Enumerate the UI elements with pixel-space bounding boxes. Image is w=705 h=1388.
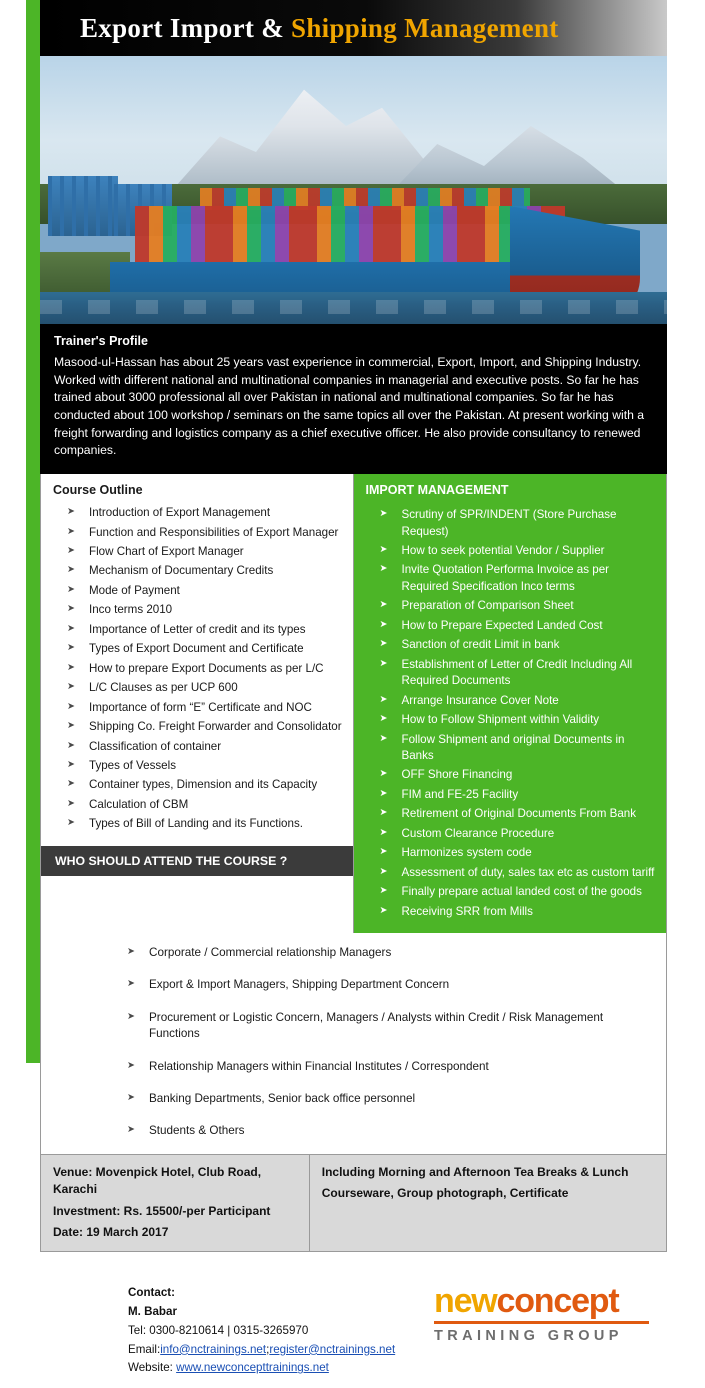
list-item: ➤ Establishment of Letter of Credit Including All Required Documents	[380, 657, 657, 693]
list-item: ➤ Function and Responsibilities of Export Manager	[67, 525, 343, 544]
list-item: ➤ Importance of Letter of credit and its types	[67, 622, 343, 641]
course-outline-heading: Course Outline	[53, 483, 143, 498]
import-management-heading: IMPORT MANAGEMENT	[365, 483, 509, 498]
flyer-content	[40, 0, 667, 1388]
list-item: ➤ Receiving SRR from Mills	[380, 904, 657, 923]
contact-block	[128, 1284, 395, 1378]
course-columns	[40, 474, 667, 933]
course-outline-column	[41, 474, 354, 933]
email-label: Email:	[128, 1342, 161, 1356]
contact-phone: Tel: 0300-8210614 | 0315-3265970	[128, 1323, 309, 1337]
list-item: ➤ Retirement of Original Documents From Bank	[380, 806, 657, 825]
water-reflection	[40, 300, 667, 314]
attendees-list	[41, 941, 666, 1144]
list-item: ➤ FIM and FE-25 Facility	[380, 787, 657, 806]
list-item: ➤ Scrutiny of SPR/INDENT (Store Purchase Request)	[380, 507, 657, 543]
header-banner	[40, 0, 667, 56]
logo-word-new: new	[434, 1282, 497, 1321]
page-title	[80, 13, 559, 44]
venue-left-block	[41, 1155, 310, 1252]
contact-email-row	[128, 1341, 395, 1360]
import-management-column	[354, 474, 667, 933]
port-crane-icon	[48, 176, 118, 236]
list-item: ➤ Export & Import Managers, Shipping Department Concern	[127, 977, 648, 1009]
list-item: ➤ How to Follow Shipment within Validity	[380, 712, 657, 731]
list-item: ➤ Calculation of CBM	[67, 797, 343, 816]
logo-word-concept: concept	[496, 1282, 619, 1321]
import-management-list	[354, 503, 667, 933]
company-logo	[434, 1284, 649, 1344]
inclusions-line: Including Morning and Afternoon Tea Breaks & Lunch	[321, 1164, 629, 1179]
venue-right-block	[310, 1155, 666, 1252]
list-item: ➤ OFF Shore Financing	[380, 767, 657, 786]
who-should-attend-heading: WHO SHOULD ATTEND THE COURSE ?	[41, 846, 353, 876]
attendees-section	[40, 933, 667, 1155]
trainer-profile-heading: Trainer's Profile	[54, 334, 148, 348]
list-item: ➤ Banking Departments, Senior back office personnel	[127, 1091, 648, 1123]
hero-image	[40, 56, 667, 324]
title-part-two: Shipping Management	[291, 12, 559, 43]
trainer-profile-body: Masood-ul-Hassan has about 25 years vast experience in commercial, Export, Import, and Shipping Industry. Worked with different national and multinational companies in managerial and executive posts. So far he has trained about 3000 professional all over Pakistan in national and multinational companies. So far he has conducted about 100 workshop / seminars on the same topics all over the Pakistan. At present working with a freight forwarding and logistics company as a chief executive officer. He also provide consultancy to renewed companies.	[54, 355, 645, 458]
list-item: ➤ Sanction of credit Limit in bank	[380, 637, 657, 656]
website-label: Website:	[128, 1361, 177, 1375]
contact-name: M. Babar	[128, 1305, 177, 1319]
list-item: ➤ Types of Vessels	[67, 758, 343, 777]
list-item: ➤ How to Prepare Expected Landed Cost	[380, 618, 657, 637]
list-item: ➤ Custom Clearance Procedure	[380, 826, 657, 845]
date-line: Date: 19 March 2017	[53, 1224, 169, 1239]
list-item: ➤ Inco terms 2010	[67, 602, 343, 621]
list-item: ➤ Preparation of Comparison Sheet	[380, 598, 657, 617]
list-item: ➤ Shipping Co. Freight Forwarder and Consolidator	[67, 719, 343, 738]
trainer-profile-section	[40, 324, 667, 474]
venue-details-section	[40, 1155, 667, 1253]
investment-line: Investment: Rs. 15500/-per Participant	[53, 1203, 271, 1218]
title-part-one: Export Import &	[80, 12, 284, 43]
container-stack-icon	[135, 206, 565, 268]
list-item: ➤ Assessment of duty, sales tax etc as custom tariff	[380, 865, 657, 884]
logo-divider	[434, 1321, 649, 1324]
left-accent-stripe	[26, 0, 40, 1063]
list-item: ➤ Mode of Payment	[67, 583, 343, 602]
list-item: ➤ Flow Chart of Export Manager	[67, 544, 343, 563]
list-item: ➤ Types of Export Document and Certificate	[67, 641, 343, 660]
list-item: ➤ Follow Shipment and original Documents in Banks	[380, 732, 657, 768]
logo-wordmark	[434, 1282, 649, 1321]
list-item: ➤ Relationship Managers within Financial Institutes / Correspondent	[127, 1059, 648, 1091]
list-item: ➤ Arrange Insurance Cover Note	[380, 693, 657, 712]
list-item: ➤ How to seek potential Vendor / Supplier	[380, 543, 657, 562]
contact-website-row	[128, 1359, 395, 1378]
logo-tagline: TRAINING GROUP	[434, 1328, 623, 1345]
list-item: ➤ L/C Clauses as per UCP 600	[67, 680, 343, 699]
course-outline-list	[41, 501, 353, 846]
list-item: ➤ How to prepare Export Documents as per L/C	[67, 661, 343, 680]
list-item: ➤ Mechanism of Documentary Credits	[67, 563, 343, 582]
website-link[interactable]: www.newconcepttrainings.net	[176, 1361, 329, 1375]
list-item: ➤ Introduction of Export Management	[67, 505, 343, 524]
footer-section	[40, 1268, 667, 1388]
courseware-line: Courseware, Group photograph, Certificate	[321, 1186, 569, 1201]
contact-label: Contact:	[128, 1286, 176, 1300]
venue-line: Venue: Movenpick Hotel, Club Road, Karachi	[53, 1164, 262, 1197]
email-link-info[interactable]: info@nctrainings.net	[160, 1342, 267, 1356]
list-item: ➤ Procurement or Logistic Concern, Managers / Analysts within Credit / Risk Management Functions	[127, 1010, 648, 1059]
email-separator: ;	[266, 1342, 270, 1356]
list-item: ➤ Finally prepare actual landed cost of the goods	[380, 884, 657, 903]
list-item: ➤ Corporate / Commercial relationship Managers	[127, 945, 648, 977]
list-item: ➤ Harmonizes system code	[380, 845, 657, 864]
list-item: ➤ Classification of container	[67, 739, 343, 758]
list-item: ➤ Container types, Dimension and its Capacity	[67, 777, 343, 796]
list-item: ➤ Invite Quotation Performa Invoice as per Required Specification Inco terms	[380, 562, 657, 598]
list-item: ➤ Importance of form “E” Certificate and NOC	[67, 700, 343, 719]
list-item: ➤ Types of Bill of Landing and its Functions.	[67, 816, 343, 835]
email-link-register[interactable]: register@nctrainings.net	[269, 1342, 396, 1356]
list-item: ➤ Students & Others	[127, 1123, 648, 1143]
